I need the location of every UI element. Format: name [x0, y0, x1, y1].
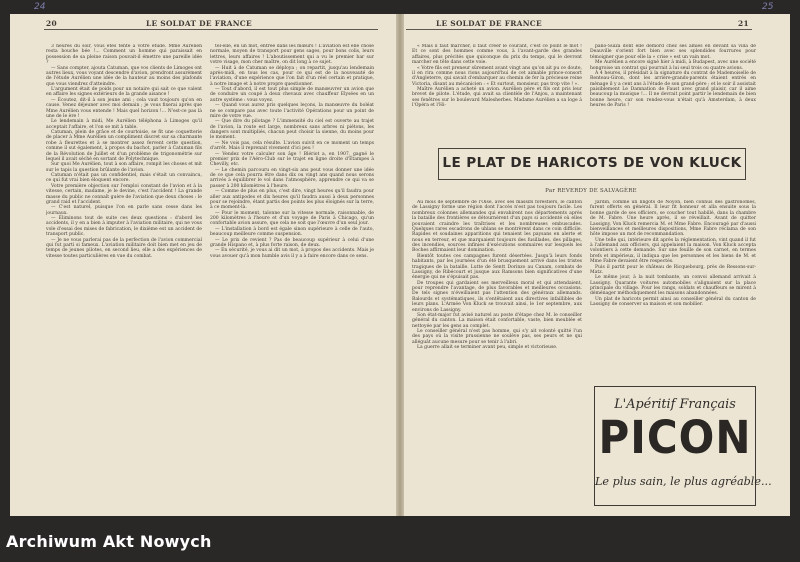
manuscript-page-number-right: 25: [762, 2, 774, 12]
archive-watermark-label: Archiwum Akt Nowych: [6, 532, 212, 551]
paragraph: — Pour le moment, talonne sur la vitesse normale, raisonnable, de 200 kilomètres à l'heure et d'un voyage de Paris à Chicago, qu'un confortable avion assure, que cela ne soit que l'œuvre d'un seul jour.: [210, 210, 374, 227]
paragraph: — Le prix de revient ? Pas de beaucoup supérieur à celui d'une grande Hispano et, à plus forte raison, de deux.: [210, 237, 374, 248]
paragraph: « Mais il faut marcher, il faut créer le courant, c'est ce point le mot ! Et ce sont des hommes comme vous, à l'avant-garde des grandes affaires, plus précités que quiconque du prix du temps, qui le devront marcher en tête dans cette voie.: [412, 44, 582, 66]
paragraph: Jardin, comme un lingots de Noyon, bien connus des gastronomes, furent offerts en général. Il leur fit honneur et alla ensuite sous la bonne garde de ses officiers, se coucher tout habillé, dans la chambre de M. Fabre. Une heure après, il se réveillait. Avant de quitter Lassigny, Von Kluck remercia M. et Mme Fabre. Encouragé par d'aussi bienveillances et meilleures dispositions, Mme Fabre réclama de son hôte impose un mot de recommandation.: [590, 200, 756, 238]
paragraph: — En sécurité, je vous ai dit un mot, à propos des accidents. Mais je vous avouer qu'à mon humble avis il y a à faire encore dans ce sens.: [210, 248, 374, 259]
paragraph: Bientôt toutes ces campagnes furent désertées. Jusqu'à leurs fonds habitants, par les journées d'un été brusquement arrivé dans les tristes tragiques de la bataille. Lutte de Sentt Dorinzo au Canam, combats de Lassigny, de Ribécourt et jusque aux Ramsons bien significatives d'une énergie qui ne s'épuisait pas.: [412, 253, 582, 281]
paragraph: — Que dire du pilotage ? L'immensité du ciel est ouverte au trajet de l'avion, la route est large, nombreux sans arbres ni piétons, les dangers sont multipliés, chacun peut choisir la sienne, du moins pour le moment.: [210, 119, 374, 141]
manuscript-page-number-left: 24: [34, 2, 46, 12]
page-number-left: 20: [46, 19, 57, 28]
paragraph: À 4 heures, il présidait à la signature du contrat de Mademoiselle de Renteau-Giron, dont les arrière-grands-parents étaient entrés en ménage il y a cent ans à l'étude de son grand-père ; et le soir il assistait paisiblement Le Damnation de Faust avec grand plaisir, car il aime beaucoup la musique !... Il ne devrait point partir le lendemain de bien bonne heure, car son rendez-vous n'était qu'à Amsterdam, à deux heures de Paris !: [590, 70, 756, 109]
article-title: LE PLAT DE HARICOTS DE VON KLUCK: [442, 155, 742, 171]
article-column-2: [590, 200, 756, 382]
paragraph: 3 heures du soir, vous êtes tenté à votre étude. Mme Aurélien resta bouche bée !... Comment un homme qui paraissait en possession de sa pleine raison pouvait-il émettre une pareille idée ?: [46, 44, 202, 66]
right-intro-column-1: [412, 44, 582, 136]
paragraph: Un plat de haricots permit ainsi au conseiller général du canton de Lassigny de conserver sa maison et son mobilier.: [590, 296, 756, 308]
header-rule-left: [44, 29, 378, 30]
paragraph: — Huit à de Catuman se déploya ; on repartit, jusqu'au lendemain après-midi, en tous les cas, pour ce qui est de la nouveauté de l'aviation, d'une expérience que l'on fait d'un réel certain et pratique, à notre image et à notre propre questionner.: [210, 65, 374, 87]
ad-tagline: L'Apéritif Français: [614, 397, 736, 412]
picon-advertisement: [594, 386, 772, 506]
left-column-1: [46, 44, 202, 506]
header-rule-right: [406, 29, 752, 30]
paragraph: Votre première objection sur l'emploi constant de l'avion et à la vitesse, certain, madame, je le devine, c'est l'accident ! La grande masse du public ne connaît guère de l'aviation que deux choses : le grand raid et l'accident.: [46, 183, 202, 205]
paragraph: Le conseiller général n'est pas homme, qui s'y ait volonté quitté l'un des pays où la visite prussienne ne soulève pas, ses peurs et ne qui alléguât aucune mesure pour se tenir à l'abri.: [412, 329, 582, 345]
left-column-2: [210, 44, 374, 506]
paragraph: — C'est naturel, puisque l'on en parle sans cesse dans les journaux.: [46, 205, 202, 216]
paragraph: De troupes qui gardaient ses merveilleux moral et qui attendaient, pour reprendre l'avantage, de plus favorables et meilleures occasions. De tels signes n'éveillaient pas l'attention des généraux allemands. Balourds et systématiques, ils s'entêtaient aux directives infaillibles de leurs plans. L'Armée Von Kluck se trouvait ainsi, le 1er septembre, aux environs de Lassigny.: [412, 280, 582, 313]
ad-slogan: Le plus sain, le plus agréable...: [595, 475, 772, 488]
paragraph: tel-elle, en un mot, entrée dans les mœurs ! L'aviation est elle chose normale, moyen de transport pour gens sages, pour bons colis, leurs lettres, leurs affaires ! L'aboutissement qui a vu le premier bar sur votre visage, mon cher maître, on dit long à ce sujet.: [210, 44, 374, 66]
paragraph: Sur quoi Me Aurélien, tout à son affaire, rompit les choses et mit sur le tapis la question brûlante de l'avion.: [46, 162, 202, 173]
paragraph: — Ne vois pas, cela résulte. L'avion suivit en ce moment un temps d'arrêt. Mais il reprenait vivement d'ici peu !: [210, 140, 374, 152]
paragraph: L'argument était de poids pour un notaire qui sait ce que valent en affaire les signes extérieurs de la grande aisance !: [46, 87, 202, 98]
paragraph: Catuman, plein de grâce et de courtoisie, se fit une coquetterie de placer à Mme Aurélien un compliment discret sur sa charmante robe à fleurettes et à se montrer assez fervent cette question, comme il sut également, à propos du bachot, parler à Catuman fils de la Révolution de Juillet et d'un problème de trigonométrie sur lequel il avait séché en sortant de Polytechnique.: [46, 130, 202, 162]
paragraph: Au mois de septembre de l'Oise, avec ses massifs forestiers, le canton de Lassigny forme une région dont l'accès n'est pas toujours facile. Les nombreux colonnes allemandes qui envahirent nos départements après la bataille des frontières se détournèrent d'un pays si accidenté où elles pouvaient craindre les traîtrises et les nombreuses embuscades. Quelques rares escadrons de uhlans se montrèrent dans ce coin difficile. Rapides et soudaines apparitions qui tenaient les paysans en alerte et nous en terreur, et que marquaient toujours des fusillades, des pillages, des incendies, sources infinies d'exécutions sommaires sur lesquels les Boches affirmaient leur domination.: [412, 200, 582, 254]
paragraph: — L'installation à bord est égale sinon supérieure à celle de l'auto, beaucoup meilleure comme suspension.: [210, 226, 374, 238]
paragraph: — Écoutez, dit-il à son jeune ami ; cela vaut toujours qu'on en cause. Venez déjeuner avec moi demain ; je vous fixerai après que Mme Aurélien vous entende ! Mais quel horizon !... N'est-ce pas là une de le ère !: [46, 97, 202, 119]
article-column-1: [412, 200, 582, 505]
paragraph: Maître Aurélien a acheté un avion. Aurélien père et fils ont pris leur brevet de pilote. L'étude, qui avait sa clientèle de l'Anjou, a maintenant ses fenêtres sur le boulevard Malesherbes. Madame Aurélien a sa loge à l'Opéra et l'Hi-: [412, 87, 582, 109]
paragraph: Me Aurélien a encore signé hier à midi, à Budapest, avec une société hongroise un contrat qui pourrait à lui seul trois ou quatre avions.: [590, 60, 756, 71]
paragraph: — Sans compter, ajouta Catuman, que vos clients de Limoges ont autres lieux, vous voyant descendre d'avion, prendront assurément de l'étude Aurélien une idée de la hauteur au moins des plafonds que vous viendrez d'atteindre.: [46, 65, 202, 87]
gutter: [396, 14, 404, 516]
paragraph: — Je ne vous parlerai pas de la perfection de l'avion commercial qui fut parti si fameux. L'aviation militaire doit bien met en jeu de temps de jeunes pilotes, en second lieu, elle a des expériences de vitesse toutes particulières en vue du combat.: [46, 237, 202, 259]
running-title-right: LE SOLDAT DE FRANCE: [436, 19, 542, 28]
paragraph: Catuman n'était pas un confidentiel, mais s'était un convaincu, ce qui fut vrai bien éloquent encore.: [46, 173, 202, 184]
paragraph: La guerre allait se terminer avant peu, simple et victorieuse.: [417, 345, 558, 351]
ad-brand-name: PICON: [598, 411, 752, 464]
running-title-left: LE SOLDAT DE FRANCE: [146, 19, 252, 28]
paragraph: Son état-major fut avisé naturel au poste d'étape chez M. le conseiller général du canton. La maison était confortable, vaste, bien meublée et nettoyée par les gens au complet.: [412, 312, 582, 329]
paragraph: « Votre fils est preneur sûrement avant vingt ans qu'on ait pu ce doute, il en rira comme nous rions aujourd'hui de cet aimable prince-consort d'Angleterre, qui savait d'embarquer au chemin de fer la précieuse reine Victoria, disant au mécanicien : « Et surtout, monsieur, pas trop vite ! ».: [412, 65, 582, 87]
paragraph: Une telle qui, intérieure dit après la réglementation, vint quand il fut à l'allemand aux officiers, qui appelaient la maison. Von Kluck accepta volontiers à cette demande. Sur une feuille de son carnet, en termes brefs et impérieux, il indiqua que les personnes et les biens de M. et Mme Fabre devaient être respectés.: [590, 237, 756, 265]
article-byline: Par REVERDY DE SALVAGÈRE: [545, 188, 637, 194]
paragraph: — Vendez votre calculer son âge ! Blériot a, en 1907, gagné le premier prix de l'Aéro-Club sur le trajet en ligne droite d'Étampes à Chevilly, etc.: [210, 151, 374, 168]
article-title-box: [438, 148, 746, 180]
paragraph: — Éliminons tout de suite ces deux questions : d'abord les accidents, il y en a bien à imputer à l'aviation militaire, qui ne vous vole d'essai des mises de fabrication, le dixième est un accident de transport public.: [46, 216, 202, 238]
paragraph: — Quand vous aurez pris quelques leçons, la manœuvre du boléat ne se compare pas avec toute l'activité Opérations pour un point de mire de votre vue.: [210, 103, 374, 119]
right-intro-column-2: [590, 44, 756, 136]
paragraph: Le lendemain à midi, Me Aurélien téléphona à Limoges qu'il acceptait l'affaire, et l'on se mit à table.: [46, 119, 202, 130]
paragraph: Le même jour, à la nuit tombante, un convoi allemand arrivait à Lassigny. Quarante voitures automobiles s'alignaient sur la place principale du village. Pour les rangs, soldats et chauffeurs se mirent à déménager méthodiquement les maisons abandonnées.: [590, 275, 756, 297]
paragraph: — Comme de plus en plus, c'est dire, vingt heures qu'il faudra pour aller aux antipodes et dix heures qu'il faudra aussi à deux personnes pour se rejoindre, étant partis des points les plus éloignés sur la terre, à ce moment-là.: [210, 189, 374, 211]
page-number-right: 21: [738, 19, 749, 28]
paragraph: — Tout d'abord, il est tout plus simple de manœuvrer un avion que de conduire un coupé à deux chevaux avec chauffeur Elysées en un autre système : vous voyez.: [210, 87, 374, 103]
paragraph: Puis il partit pour le château de Ricquebourg, près de Ressons-sur-Matz.: [590, 264, 756, 275]
paragraph: pano-Suiza dont elle démord chez ses amies en devant sa villa de Deauville s'orient fort bien avec ses splendides fourrures pour témoigner que pour elle la « crise » est un vain mot.: [590, 44, 756, 60]
paragraph: — Le chemin parcouru en vingt-six ans peut vous donner une idée de ce que cela pourra être dans dix ou vingt ans quand nous serons arrivés à équilibrer le vol dans l'atmosphère, apprendre ce qui va se passer à 200 kilomètres à l'heure.: [210, 167, 374, 189]
